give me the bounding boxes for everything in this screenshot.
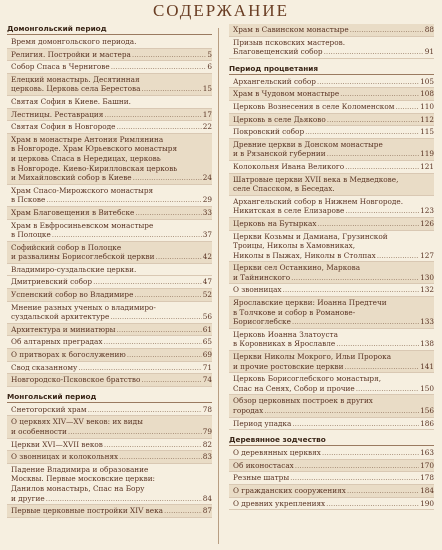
toc-entry-text: Обзор церковных построек в других — [233, 396, 373, 406]
dot-leader — [164, 506, 202, 516]
toc-entry-text: и особенности — [11, 427, 67, 436]
toc-entry-text: О звонницах и колокольнях — [11, 452, 119, 462]
page-number: 190 — [420, 498, 434, 508]
page-number: 61 — [202, 324, 212, 334]
toc-entry[interactable] — [7, 207, 212, 220]
toc-entry-text: Новгородско-Псковское братство — [11, 375, 141, 385]
toc-entry[interactable] — [7, 451, 212, 464]
dot-leader — [104, 337, 202, 347]
toc-entry-text: Церковь в селе Дьяково — [233, 114, 326, 124]
toc-entry-text: О церквях XIV—XV веков: их виды — [11, 417, 143, 427]
toc-entry-text: Первые церковные постройки XIV века — [11, 506, 164, 516]
dot-leader — [317, 77, 419, 87]
page-number: 52 — [202, 290, 212, 300]
dot-leader — [133, 173, 202, 183]
page-number: 133 — [420, 317, 434, 327]
toc-entry[interactable] — [229, 139, 434, 161]
page-number: 110 — [420, 101, 434, 111]
toc-entry-text: Храм в Евфросиньевском монастыре — [11, 220, 154, 230]
toc-section — [229, 435, 434, 510]
toc-entry[interactable] — [7, 61, 212, 74]
left-column — [7, 24, 212, 518]
toc-entry[interactable] — [7, 439, 212, 452]
toc-entry-text: О звонницах — [233, 285, 282, 295]
toc-entry-text: Дмитриевский собор — [11, 277, 93, 287]
toc-entry[interactable] — [229, 218, 434, 231]
page-number: 82 — [202, 439, 212, 449]
toc-entry-text: Церкви XVI—XVII веков — [11, 439, 103, 449]
toc-entry[interactable] — [7, 36, 212, 49]
page-number: 22 — [202, 122, 212, 132]
dot-leader — [345, 362, 420, 372]
dot-leader — [340, 89, 419, 99]
toc-entry[interactable] — [7, 302, 212, 324]
dot-leader — [395, 102, 419, 112]
toc-entry[interactable] — [229, 351, 434, 373]
toc-entry-text: Спас на Сенях, Собор и прочие — [233, 383, 355, 393]
page-number: 69 — [202, 350, 212, 360]
toc-entry-text: Церковь Борисоглебского монастыря, — [233, 374, 382, 384]
toc-entry[interactable] — [229, 126, 434, 139]
toc-section — [7, 392, 212, 518]
dot-leader — [322, 448, 419, 458]
toc-entry-text: Древние церкви в Донском монастыре — [233, 139, 383, 149]
toc-entry[interactable] — [7, 242, 212, 264]
toc-entry-text: Храм Спасо-Мирожского монастыря — [11, 185, 154, 195]
dot-leader — [327, 115, 419, 125]
dot-leader — [292, 317, 419, 327]
toc-entry[interactable] — [7, 464, 212, 505]
toc-entry[interactable] — [7, 121, 212, 134]
dot-leader — [93, 277, 202, 287]
toc-entry-text: Храм в монастыре Антония Римлянина — [11, 134, 164, 144]
toc-entry-text: Данилов монастырь, Спас на Бору — [11, 483, 145, 493]
toc-entry-text: Москвы. Первые московские церкви: — [11, 474, 156, 484]
toc-entry-text: Храм в Чудовом монастыре — [233, 89, 340, 99]
page-number: 5 — [207, 49, 212, 59]
dot-leader — [135, 208, 201, 218]
page-title: СОДЕРЖАНИЕ — [152, 1, 290, 20]
page-number: 112 — [420, 114, 434, 124]
toc-entry-text: Елецкий монастырь. Десятинная — [11, 74, 140, 84]
page-number: 119 — [420, 149, 434, 159]
dot-leader — [119, 452, 202, 462]
toc-entry-text: Архангельский собор — [233, 76, 316, 86]
dot-leader — [78, 363, 201, 373]
dot-leader — [356, 384, 419, 394]
page-number: 186 — [420, 418, 434, 428]
section-title: Период процветания — [229, 64, 434, 75]
dot-leader — [116, 325, 201, 335]
toc-entry-text: Резные шатры — [233, 473, 290, 483]
page-number: 24 — [202, 173, 212, 183]
dot-leader — [116, 122, 201, 132]
page-number: 130 — [420, 272, 434, 282]
toc-entry-text: Архитектура и миниатюры — [11, 324, 116, 334]
dot-leader — [317, 219, 419, 229]
toc-entry[interactable] — [7, 134, 212, 185]
page-number: 79 — [202, 427, 212, 436]
toc-entry-text: Святая София в Киеве. Башни. — [11, 96, 131, 106]
toc-entry[interactable] — [7, 362, 212, 375]
toc-entry-text: в Коровниках в Ярославле — [233, 339, 336, 349]
page-number: 150 — [420, 383, 434, 393]
toc-entry-text: Борисоглебске — [233, 317, 291, 327]
toc-entry-text: Церковь Иоанна Златоуста — [233, 329, 338, 339]
toc-entry-text: Никитская в селе Елизарове — [233, 206, 345, 216]
toc-entry-text: и Михайловский собор в Киеве — [11, 173, 132, 183]
toc-entry[interactable] — [229, 114, 434, 127]
toc-entry[interactable] — [229, 24, 434, 37]
page-number: 56 — [202, 312, 212, 322]
toc-entry-text: и развалины Борисоглебской церкви — [11, 252, 155, 262]
toc-entry[interactable] — [7, 220, 212, 242]
page-number: 141 — [420, 361, 434, 371]
dot-leader — [127, 350, 202, 360]
toc-entry-text: Снетогорский храм — [11, 404, 87, 414]
toc-entry-text: в Полоцке — [11, 230, 51, 240]
page-number: 17 — [202, 109, 212, 119]
toc-entry[interactable] — [7, 109, 212, 122]
toc-entry[interactable] — [7, 185, 212, 207]
dot-leader — [336, 339, 419, 349]
page-number: 121 — [420, 161, 434, 171]
dot-leader — [295, 461, 419, 471]
toc-entry[interactable] — [229, 498, 434, 511]
toc-entry-text: в Новгороде. Киево-Кирилловская церковь — [11, 163, 178, 173]
dot-leader — [291, 273, 419, 283]
toc-entry-text: Архангельский собор в Нижнем Новгороде. — [233, 196, 404, 206]
toc-entry-text: и в Рязанской губернии — [233, 149, 326, 159]
dot-leader — [156, 252, 202, 262]
toc-entry-text: суздальской архитектуре — [11, 312, 110, 322]
dot-leader — [350, 25, 424, 35]
toc-entry[interactable] — [229, 329, 434, 351]
toc-entry[interactable] — [229, 101, 434, 114]
toc-entry[interactable] — [229, 485, 434, 498]
toc-entry-text: Троицы, Николы в Хамовниках, — [233, 241, 356, 251]
page-number: 123 — [420, 206, 434, 216]
page-number: 65 — [202, 337, 212, 347]
toc-entry[interactable] — [229, 88, 434, 101]
dot-leader — [88, 405, 202, 415]
page-number: 29 — [202, 195, 212, 205]
toc-entry-text: в Новгороде. Храм Юрьевского монастыря — [11, 144, 178, 154]
toc-entry-text: О гражданских сооружениях — [233, 485, 346, 495]
section-title: Деревянное зодчество — [229, 435, 434, 446]
toc-entry[interactable] — [7, 276, 212, 289]
toc-entry-text: и Тайнинского — [233, 272, 291, 282]
toc-entry-text: селе Спасском, в Беседах. — [233, 184, 335, 194]
dot-leader — [110, 312, 201, 322]
toc-entry[interactable] — [229, 174, 434, 196]
dot-leader — [111, 62, 207, 72]
toc-entry[interactable] — [229, 472, 434, 485]
page-number: 42 — [202, 252, 212, 262]
toc-entry-text: Церкви Николы Мокрого, Ильи Пророка — [233, 352, 392, 362]
page-number: 178 — [420, 473, 434, 483]
toc-entry-text: и прочие ростовские церкви — [233, 361, 344, 371]
page-number: 6 — [207, 62, 212, 72]
dot-leader — [104, 440, 202, 450]
toc-entry-text: Церковь на Бутырках — [233, 218, 317, 228]
toc-entry-text: Святая София в Новгороде — [11, 122, 116, 132]
toc-entry-text: О притворах к богослужению — [11, 350, 126, 360]
toc-entry-text: церковь. Церковь села Берестова — [11, 84, 141, 94]
page-number: 47 — [202, 277, 212, 287]
toc-entry-text: Время домонгольского периода. — [11, 37, 137, 46]
page-number: 126 — [420, 218, 434, 228]
toc-entry[interactable] — [7, 416, 212, 438]
toc-entry[interactable] — [7, 349, 212, 362]
dot-leader — [68, 427, 202, 437]
toc-entry-text: Храм Благовещения в Витебске — [11, 207, 135, 217]
page-number: 105 — [420, 76, 434, 86]
dot-leader — [141, 84, 201, 94]
dot-leader — [326, 499, 419, 509]
toc-entry-text: Благовещенский собор — [233, 47, 323, 57]
page-number: 83 — [202, 452, 212, 462]
toc-entry[interactable] — [229, 262, 434, 284]
toc-entry-text: городах — [233, 406, 264, 415]
toc-entry-text: О древних укреплениях — [233, 498, 326, 508]
page-number: 127 — [420, 250, 434, 260]
dot-leader — [132, 50, 206, 60]
dot-leader — [324, 47, 424, 57]
toc-entry[interactable] — [7, 49, 212, 62]
toc-entry-text: Призыв псковских мастеров. — [233, 37, 346, 47]
page-number: 91 — [424, 47, 434, 57]
dot-leader — [292, 419, 419, 429]
section-title: Домонгольский период — [7, 24, 212, 35]
toc-entry[interactable] — [7, 324, 212, 337]
page-number: 115 — [420, 127, 434, 137]
toc-entry-text: Падение Владимира и образование — [11, 464, 149, 474]
page-number: 163 — [420, 448, 434, 458]
page-number: 138 — [420, 339, 434, 349]
right-column — [229, 24, 434, 510]
toc-entry-text: Успенский собор во Владимире — [11, 290, 134, 300]
toc-entry[interactable] — [229, 196, 434, 218]
page-number: 108 — [420, 89, 434, 99]
dot-leader — [377, 251, 419, 261]
toc-entry-text: Шатровые церкви XVII века в Медведкове, — [233, 174, 399, 184]
section-title: Монгольский период — [7, 392, 212, 403]
toc-entry-text: Ярославские церкви: Иоанна Предтечи — [233, 298, 387, 308]
toc-section — [229, 64, 434, 430]
toc-section — [229, 24, 434, 59]
toc-entry[interactable] — [7, 264, 212, 277]
toc-entry[interactable] — [229, 76, 434, 89]
toc-entry-text: Николы в Пыжах, Николы в Столпах — [233, 250, 376, 260]
dot-leader — [290, 473, 419, 483]
dot-leader — [305, 127, 419, 137]
toc-entry[interactable] — [229, 231, 434, 263]
toc-entry-text: Свод сказанному — [11, 362, 78, 372]
toc-entry-text: Покровский собор — [233, 127, 305, 137]
toc-section — [7, 24, 212, 387]
toc-entry[interactable] — [229, 447, 434, 460]
toc-entry[interactable] — [7, 505, 212, 518]
toc-entry[interactable] — [7, 336, 212, 349]
toc-entry-text: Лестницы. Реставрация — [11, 109, 104, 119]
page-number: 184 — [420, 485, 434, 495]
dot-leader — [52, 230, 202, 240]
dot-leader — [104, 110, 201, 120]
toc-entry-text: Церковь Вознесения в селе Коломенском — [233, 101, 395, 111]
toc-entry[interactable] — [229, 161, 434, 174]
page-number: 71 — [202, 362, 212, 372]
toc-entry[interactable] — [7, 96, 212, 109]
toc-entry-text: Владимиро-суздальские церкви. — [11, 264, 137, 274]
toc-entry-text: Храм в Савинском монастыре — [233, 25, 349, 34]
toc-entry[interactable] — [7, 404, 212, 417]
toc-entry[interactable] — [7, 74, 212, 96]
dot-leader — [327, 149, 419, 159]
toc-entry-text: О деревянных церквях — [233, 448, 321, 458]
page-number: 37 — [202, 230, 212, 240]
page-number: 15 — [202, 84, 212, 94]
dot-leader — [46, 494, 202, 504]
page-number: 84 — [202, 493, 212, 503]
toc-entry-text: Религия. Постройки и мастера — [11, 49, 131, 59]
toc-entry-text: Собор Спаса в Чернигове — [11, 62, 110, 72]
toc-entry-text: и церковь Спаса в Нередицах, церковь — [11, 153, 161, 163]
dot-leader — [347, 486, 419, 496]
toc-entry[interactable] — [229, 297, 434, 329]
toc-entry-text: в Толчкове и собор в Романове- — [233, 307, 356, 317]
toc-entry[interactable] — [229, 418, 434, 431]
toc-entry-text: и другие — [11, 493, 45, 503]
dot-leader — [134, 290, 201, 300]
page-number: 74 — [202, 375, 212, 385]
toc-entry[interactable] — [229, 395, 434, 417]
page-number: 170 — [420, 460, 434, 470]
page-number: 78 — [202, 404, 212, 414]
toc-entry[interactable] — [7, 289, 212, 302]
toc-entry[interactable] — [229, 373, 434, 395]
page-number: 33 — [202, 207, 212, 217]
toc-entry-text: Церкви сел Останкино, Маркова — [233, 263, 361, 273]
dot-leader — [345, 206, 419, 216]
toc-entry[interactable] — [229, 37, 434, 59]
page-number: 156 — [420, 406, 434, 415]
toc-entry-text: Колокольня Ивана Великого — [233, 161, 345, 171]
toc-entry-text: Церкви Козьмы и Дамиана, Грузинской — [233, 231, 388, 241]
dot-leader — [264, 406, 419, 416]
page-number: 132 — [420, 285, 434, 295]
dot-leader — [46, 195, 201, 205]
dot-leader — [283, 285, 420, 295]
column-divider — [218, 28, 219, 544]
toc-entry-text: в Пскове — [11, 195, 46, 205]
toc-entry-text: Об иконостасах — [233, 460, 294, 470]
toc-entry-text: Период упадка — [233, 418, 292, 428]
page-number: 87 — [202, 506, 212, 516]
toc-entry[interactable] — [7, 374, 212, 387]
dot-leader — [345, 162, 419, 172]
toc-entry-text: Об алтарных преградах — [11, 337, 103, 347]
toc-entry-text: Софийский собор в Полоцке — [11, 242, 122, 252]
toc-entry[interactable] — [229, 460, 434, 473]
toc-entry[interactable] — [229, 284, 434, 297]
page-number: 88 — [424, 25, 434, 34]
dot-leader — [141, 375, 201, 385]
toc-entry-text: Мнение разных ученых о владимиро- — [11, 302, 156, 312]
